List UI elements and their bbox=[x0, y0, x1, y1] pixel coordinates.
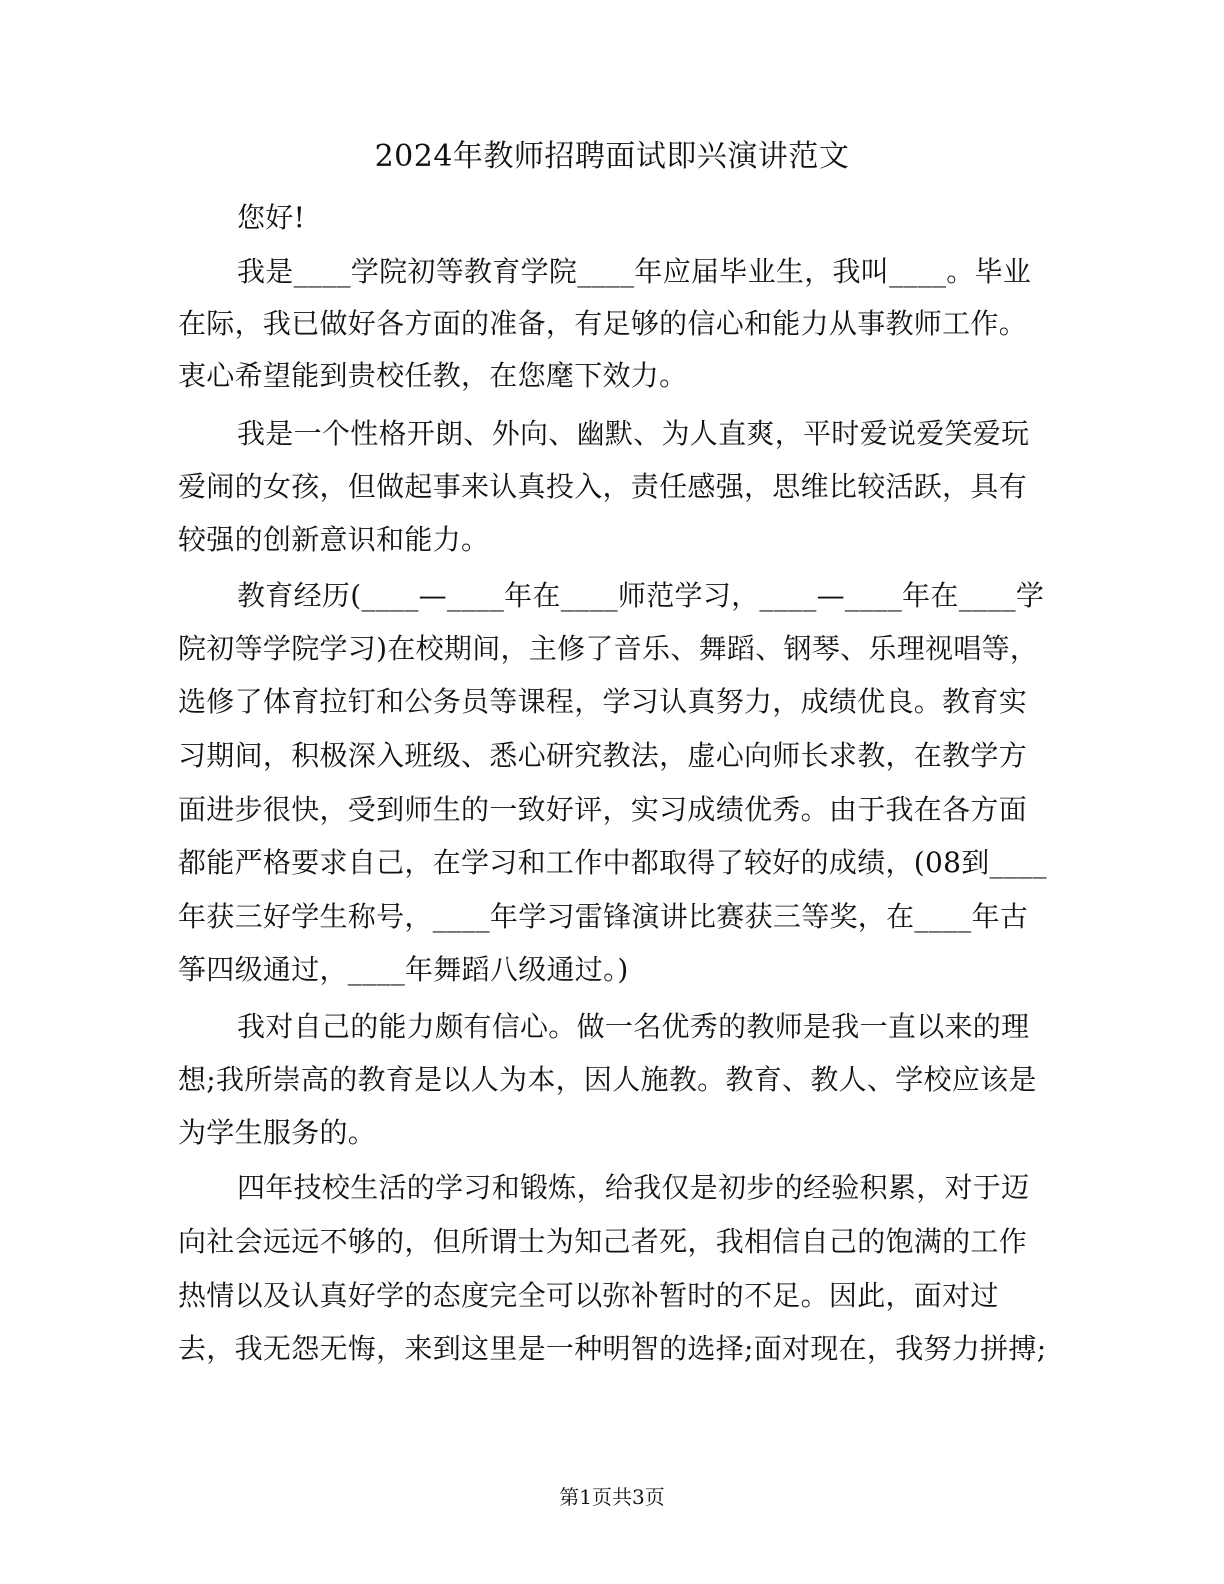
paragraph-line: 我对自己的能力颇有信心。做一名优秀的教师是我一直以来的理 bbox=[237, 1010, 1030, 1043]
paragraph-line: 四年技校生活的学习和锻炼，给我仅是初步的经验积累，对于迈 bbox=[237, 1171, 1030, 1204]
paragraph-line: 向社会远远不够的，但所谓士为知己者死，我相信自己的饱满的工作 bbox=[178, 1225, 1028, 1258]
paragraph-line: 选修了体育拉钉和公务员等课程，学习认真努力，成绩优良。教育实 bbox=[178, 685, 1028, 718]
paragraph-line: 我是一个性格开朗、外向、幽默、为人直爽，平时爱说爱笑爱玩 bbox=[237, 417, 1030, 450]
paragraph-line: 去，我无怨无悔，来到这里是一种明智的选择;面对现在，我努力拼搏; bbox=[178, 1332, 1047, 1365]
paragraph-line: 想;我所崇高的教育是以人为本，因人施教。教育、教人、学校应该是 bbox=[178, 1063, 1037, 1096]
paragraph-line: 您好! bbox=[237, 201, 306, 234]
page-footer: 第1页共3页 bbox=[559, 1485, 665, 1509]
paragraph-line: 教育经历(____—____年在____师范学习，____—____年在____学 bbox=[237, 579, 1045, 612]
paragraph-line: 我是____学院初等教育学院____年应届毕业生，我叫____。毕业 bbox=[237, 255, 1032, 288]
paragraph-line: 筝四级通过，____年舞蹈八级通过。) bbox=[178, 953, 629, 986]
paragraph-line: 院初等学院学习)在校期间，主修了音乐、舞蹈、钢琴、乐理视唱等， bbox=[178, 632, 1039, 665]
paragraph-line: 在际，我已做好各方面的准备，有足够的信心和能力从事教师工作。 bbox=[178, 307, 1028, 340]
paragraph-line: 爱闹的女孩，但做起事来认真投入，责任感强，思维比较活跃，具有 bbox=[178, 470, 1028, 503]
paragraph-line: 热情以及认真好学的态度完全可以弥补暂时的不足。因此，面对过 bbox=[178, 1279, 999, 1312]
paragraph-line: 习期间，积极深入班级、悉心研究教法，虚心向师长求教，在教学方 bbox=[178, 739, 1028, 772]
document-title: 2024年教师招聘面试即兴演讲范文 bbox=[374, 139, 850, 174]
paragraph-line: 年获三好学生称号，____年学习雷锋演讲比赛获三等奖，在____年古 bbox=[178, 900, 1029, 933]
paragraph-line: 较强的创新意识和能力。 bbox=[178, 523, 490, 556]
paragraph-line: 衷心希望能到贵校任教，在您麾下效力。 bbox=[178, 359, 688, 392]
paragraph-line: 都能严格要求自己，在学习和工作中都取得了较好的成绩，(08到____ bbox=[178, 846, 1047, 879]
paragraph-line: 为学生服务的。 bbox=[178, 1116, 377, 1149]
paragraph-line: 面进步很快，受到师生的一致好评，实习成绩优秀。由于我在各方面 bbox=[178, 793, 1028, 826]
